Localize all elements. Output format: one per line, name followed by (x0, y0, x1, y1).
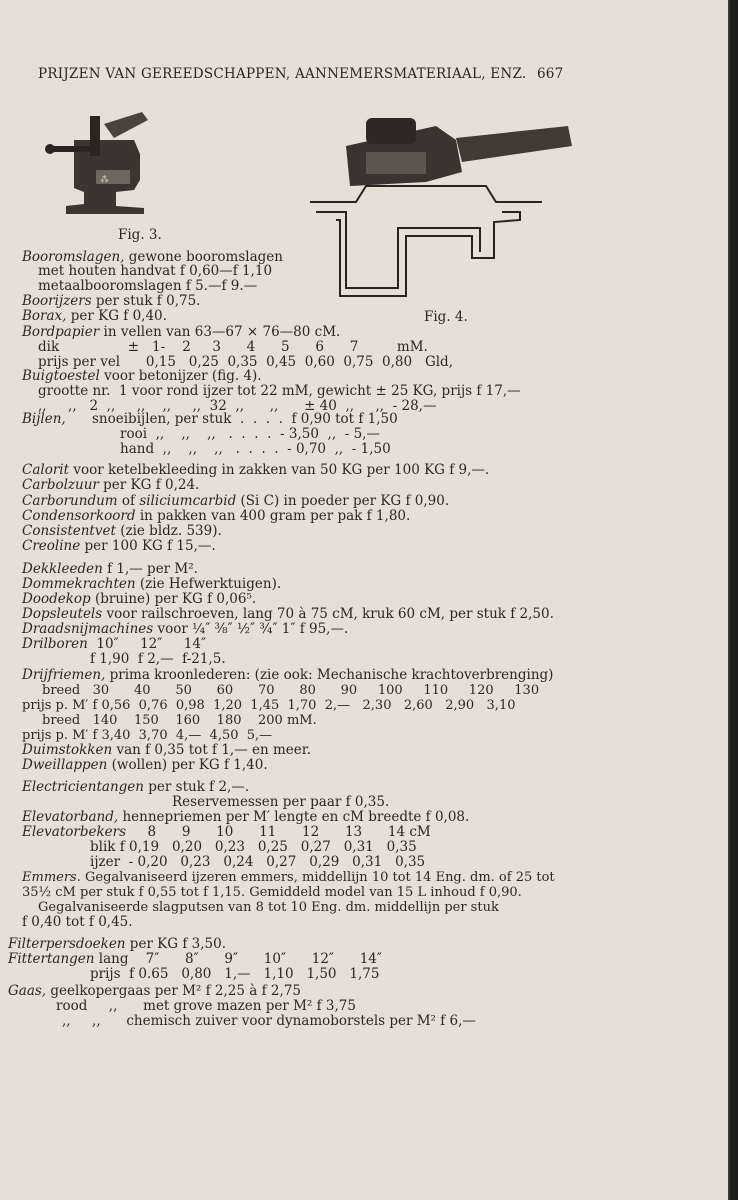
entry-line: metaalbooromslagen f 5.—f 9.— (38, 278, 258, 294)
entry-line: blik f 0,19 0,20 0,23 0,25 0,27 0,31 0,35 (90, 839, 417, 855)
entry-line: breed 30 40 50 60 70 80 90 100 110 120 130 (42, 683, 540, 698)
entry-line: Creoline per 100 KG f 15,—. (22, 538, 216, 554)
entry-line: Gaas, geelkopergaas per M² f 2,25 à f 2,75 (8, 983, 301, 999)
entry-line: rooi ,, ,, ,, . . . . - 3,50 ,, - 5,— (120, 426, 380, 442)
entry-line: met houten handvat f 0,60—f 1,10 (38, 263, 273, 279)
entry-line: Carbolzuur per KG f 0,24. (22, 477, 200, 493)
entry-line: Gegalvaniseerde slagputsen van 8 tot 10 Eng. dm. middellijn per stuk (38, 900, 499, 915)
entry-line: Dopsleutels voor railschroeven, lang 70 à 75 cM, kruk 60 cM, per stuk f 2,50. (22, 606, 554, 622)
entry-line: Duimstokken van f 0,35 tot f 1,— en meer. (22, 742, 312, 758)
entry-line: grootte nr. 1 voor rond ijzer tot 22 mM, gewicht ± 25 KG, prijs f 17,— (38, 383, 521, 399)
entry-line: Consistentvet (zie bldz. 539). (22, 523, 222, 539)
entry-line: Dommekrachten (zie Hefwerktuigen). (22, 576, 282, 592)
entry-line: Filterpersdoeken per KG f 3,50. (8, 936, 226, 952)
entry-line: Booromslagen, gewone booromslagen (22, 249, 283, 265)
entry-line: snoeibijlen, per stuk . . . . f 0,90 tot f 1,50 (92, 411, 398, 427)
entry-line: Elevatorband, hennepriemen per M′ lengte en cM breedte f 0,08. (22, 809, 470, 825)
entry-line: Elevatorbekers 8 9 10 11 12 13 14 cM (22, 824, 431, 840)
entry-line: ijzer - 0,20 0,23 0,24 0,27 0,29 0,31 0,35 (90, 854, 426, 870)
entry-line: Fittertangen lang 7″ 8″ 9″ 10″ 12″ 14″ (8, 951, 382, 967)
entry-line: prijs p. M′ f 0,56 0,76 0,98 1,20 1,45 1,70 2,— 2,30 2,60 2,90 3,10 (22, 698, 516, 713)
entry-line: prijs per vel 0,15 0,25 0,35 0,45 0,60 0,75 0,80 Gld, (38, 354, 453, 370)
entry-line: prijs p. M′ f 3,40 3,70 4,— 4,50 5,— (22, 728, 273, 743)
entry-line: Carborundum of siliciumcarbid (Si C) in poeder per KG f 0,90. (22, 493, 450, 509)
entry-line: breed 140 150 160 180 200 mM. (42, 713, 317, 728)
entry-line: Dekkleeden f 1,— per M². (22, 561, 198, 577)
entry-line: dik ± 1- 2 3 4 5 6 7 mM. (38, 339, 428, 355)
entry-line: 35½ cM per stuk f 0,55 tot f 1,15. Gemiddeld model van 15 L inhoud f 0,90. (22, 885, 522, 900)
entry-line: Condensorkoord in pakken van 400 gram per pak f 1,80. (22, 508, 411, 524)
entry-line: Drijfriemen, prima kroonlederen: (zie ook: Mechanische krachtoverbrenging) (22, 667, 554, 683)
entry-line: Bijlen, (22, 411, 66, 427)
entry-line: Electricientangen per stuk f 2,—. (22, 779, 250, 795)
entry-line: ,, ,, 2 ,, ,, ,, ,, 32 ,, ,, ± 40 ,, ,, - 28,— (38, 398, 437, 414)
fig3-illustration (44, 110, 172, 220)
entry-line: hand ,, ,, ,, . . . . - 0,70 ,, - 1,50 (120, 441, 391, 457)
entry-line: Buigtoestel voor betonijzer (fig. 4). (22, 368, 262, 384)
entry-line: Borax, per KG f 0,40. (22, 308, 167, 324)
entry-line: Reservemessen per paar f 0,35. (172, 794, 390, 810)
entry-line: Boorijzers per stuk f 0,75. (22, 293, 201, 309)
fig3-caption: Fig. 3. (118, 227, 162, 243)
entry-line: Draadsnijmachines voor ¼″ ⅜″ ½″ ¾″ 1″ f 95,—. (22, 621, 349, 637)
svg-text:⁂: ⁂ (100, 175, 109, 185)
entry-line: Doodekop (bruine) per KG f 0,06⁵. (22, 591, 257, 607)
entry-line: Dweillappen (wollen) per KG f 1,40. (22, 757, 268, 773)
entry-line: Drilboren 10″ 12″ 14″ (22, 636, 206, 652)
running-title: PRIJZEN VAN GEREEDSCHAPPEN, AANNEMERSMATERIAAL, ENZ. (38, 66, 527, 82)
fig4-illustration (306, 112, 576, 312)
entry-line: prijs f 0.65 0,80 1,— 1,10 1,50 1,75 (90, 966, 380, 982)
fig4-caption: Fig. 4. (424, 309, 468, 325)
entry-line: Calorit voor ketelbekleeding in zakken van 50 KG per 100 KG f 9,—. (22, 462, 490, 478)
entry-line: f 1,90 f 2,— f-21,5. (90, 651, 226, 667)
entry-line: rood ,, met grove mazen per M² f 3,75 (56, 998, 356, 1014)
page-number: 667 (536, 66, 564, 82)
entry-line: ,, ,, chemisch zuiver voor dynamoborstels per M² f 6,— (62, 1013, 476, 1029)
page-header (38, 66, 564, 82)
entry-line: f 0,40 tot f 0,45. (22, 914, 133, 930)
entry-line: Emmers. Gegalvaniseerd ijzeren emmers, middellijn 10 tot 14 Eng. dm. of 25 tot (22, 870, 555, 885)
entry-line: Bordpapier in vellen van 63—67 × 76—80 cM. (22, 324, 341, 340)
